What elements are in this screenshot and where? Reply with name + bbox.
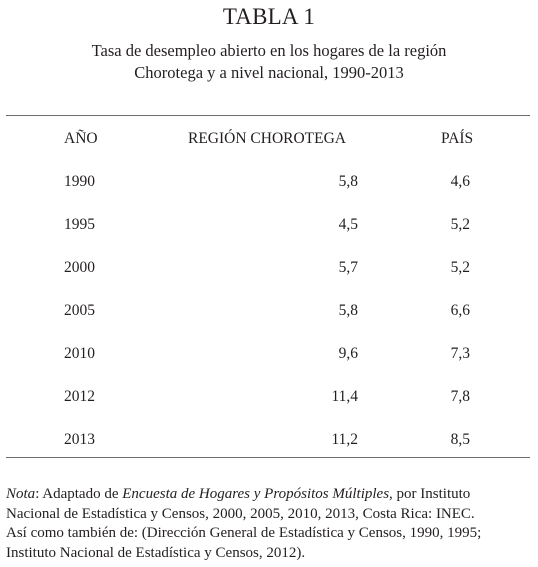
column-header-region: REGIÓN CHOROTEGA [188,130,347,147]
table-caption [0,40,538,84]
cell-country: 4,6 [450,173,470,190]
table-header-row [0,127,538,151]
cell-country: 5,2 [450,259,470,276]
cell-year: 1995 [64,216,95,233]
table-row [0,385,538,409]
note-label: Nota [6,486,36,502]
table-note [6,485,530,563]
cell-region: 5,8 [338,173,358,190]
column-header-country: PAÍS [441,130,474,147]
table-label: TABLA 1 [222,4,316,29]
cell-country: 6,6 [450,302,470,319]
bottom-rule [6,457,530,458]
note-line-4: Instituto Nacional de Estadística y Censos, 2012). [6,544,306,561]
cell-year: 2000 [64,259,95,276]
cell-year: 2010 [64,345,95,362]
note-line-1 [6,485,530,505]
note-line-3: Así como también de: (Dirección General de Estadística y Censos, 1990, 1995; [6,525,482,541]
cell-region: 11,4 [331,388,358,405]
caption-line-2: Chorotega y a nivel nacional, 1990-2013 [134,63,404,82]
cell-region: 9,6 [338,345,358,362]
cell-region: 5,8 [338,302,358,319]
cell-year: 2005 [64,302,95,319]
cell-year: 1990 [64,173,95,190]
cell-country: 7,3 [450,345,470,362]
column-header-year: AÑO [64,130,98,147]
cell-country: 5,2 [450,216,470,233]
cell-country: 8,5 [450,431,470,448]
table-row [0,256,538,280]
table-row [0,342,538,366]
table-row [0,213,538,237]
cell-region: 11,2 [331,431,358,448]
note-line-2: Nacional de Estadística y Censos, 2000, 2005, 2010, 2013, Costa Rica: INEC. [6,505,475,522]
cell-region: 5,7 [338,259,358,276]
cell-year: 2013 [64,431,95,448]
table-row [0,428,538,452]
table-row [0,299,538,323]
note-text-a: : Adaptado de [35,486,123,502]
top-rule [6,115,530,116]
note-text-b: , por Instituto [389,486,471,502]
cell-region: 4,5 [338,216,358,233]
cell-country: 7,8 [450,388,470,405]
table-row [0,170,538,194]
cell-year: 2012 [64,388,95,405]
note-source-title: Encuesta de Hogares y Propósitos Múltiples [122,486,390,502]
caption-line-1: Tasa de desempleo abierto en los hogares de la región [91,41,447,60]
